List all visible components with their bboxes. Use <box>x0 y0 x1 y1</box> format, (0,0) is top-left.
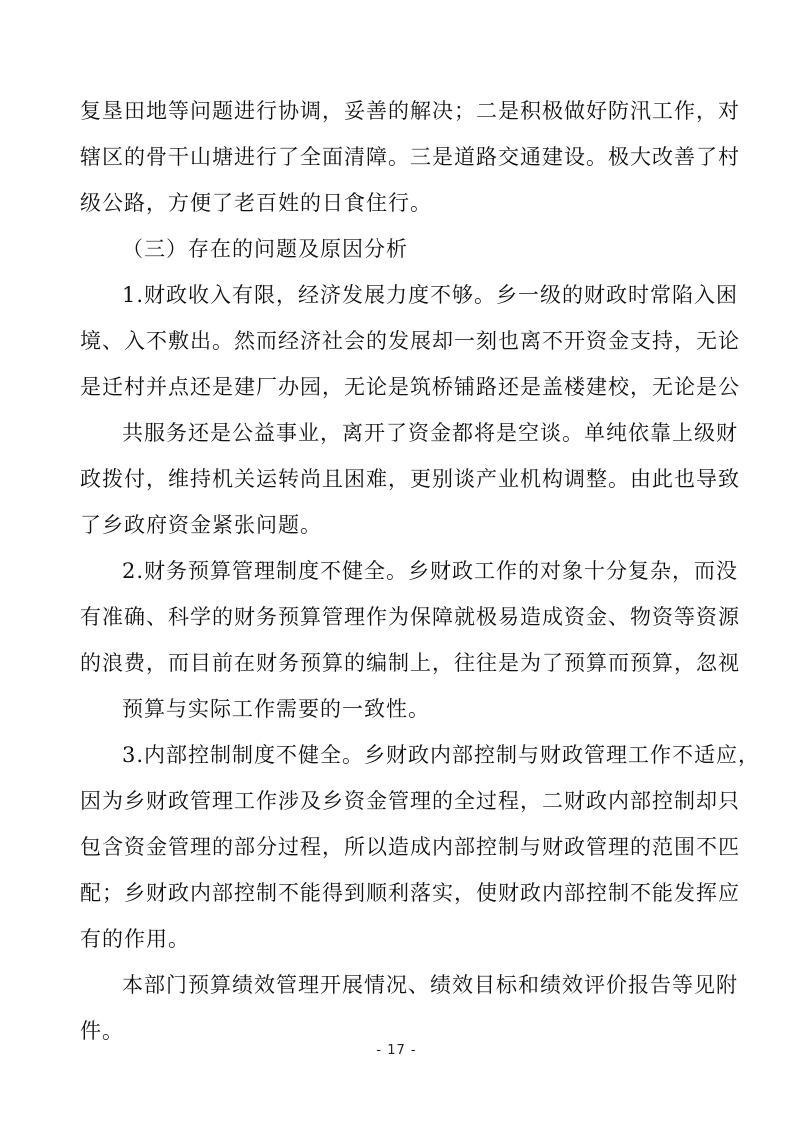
body-line: 预算与实际工作需要的一致性。 <box>122 697 430 721</box>
body-line: 有准确、科学的财务预算管理作为保障就极易造成资金、物资等资源 <box>80 605 740 629</box>
body-line: 政拨付，维持机关运转尚且困难，更别谈产业机构调整。由此也导致 <box>80 467 740 491</box>
body-line: 因为乡财政管理工作涉及乡资金管理的全过程，二财政内部控制却只 <box>80 789 740 813</box>
body-line: 2.财务预算管理制度不健全。乡财政工作的对象十分复杂，而没 <box>122 559 739 583</box>
body-line: 辖区的骨干山塘进行了全面清障。三是道路交通建设。极大改善了村 <box>80 145 740 169</box>
body-line: 件。 <box>80 1019 124 1043</box>
body-line: 是迁村并点还是建厂办园，无论是筑桥铺路还是盖楼建校，无论是公 <box>80 375 740 399</box>
body-line: 本部门预算绩效管理开展情况、绩效目标和绩效评价报告等见附 <box>122 973 738 997</box>
body-line: 的浪费，而目前在财务预算的编制上，往往是为了预算而预算，忽视 <box>80 651 740 675</box>
body-line: 有的作用。 <box>80 927 190 951</box>
page-number: - 17 - <box>376 1043 417 1058</box>
body-line: 配；乡财政内部控制不能得到顺利落实，使财政内部控制不能发挥应 <box>80 881 740 905</box>
body-line: 级公路，方便了老百姓的日食住行。 <box>80 191 432 215</box>
body-line: 共服务还是公益事业，离开了资金都将是空谈。单纯依靠上级财 <box>122 421 738 445</box>
body-line: 复垦田地等问题进行协调，妥善的解决；二是积极做好防汛工作，对 <box>80 99 740 123</box>
body-line: 1.财政收入有限，经济发展力度不够。乡一级的财政时常陷入困 <box>122 283 739 307</box>
body-line: 境、入不敷出。然而经济社会的发展却一刻也离不开资金支持，无论 <box>80 329 740 353</box>
body-line: 了乡政府资金紧张问题。 <box>80 513 322 537</box>
section-heading: （三）存在的问题及原因分析 <box>122 237 408 261</box>
body-line: 3.内部控制制度不健全。乡财政内部控制与财政管理工作不适应， <box>122 743 761 767</box>
body-line: 包含资金管理的部分过程，所以造成内部控制与财政管理的范围不匹 <box>80 835 740 859</box>
